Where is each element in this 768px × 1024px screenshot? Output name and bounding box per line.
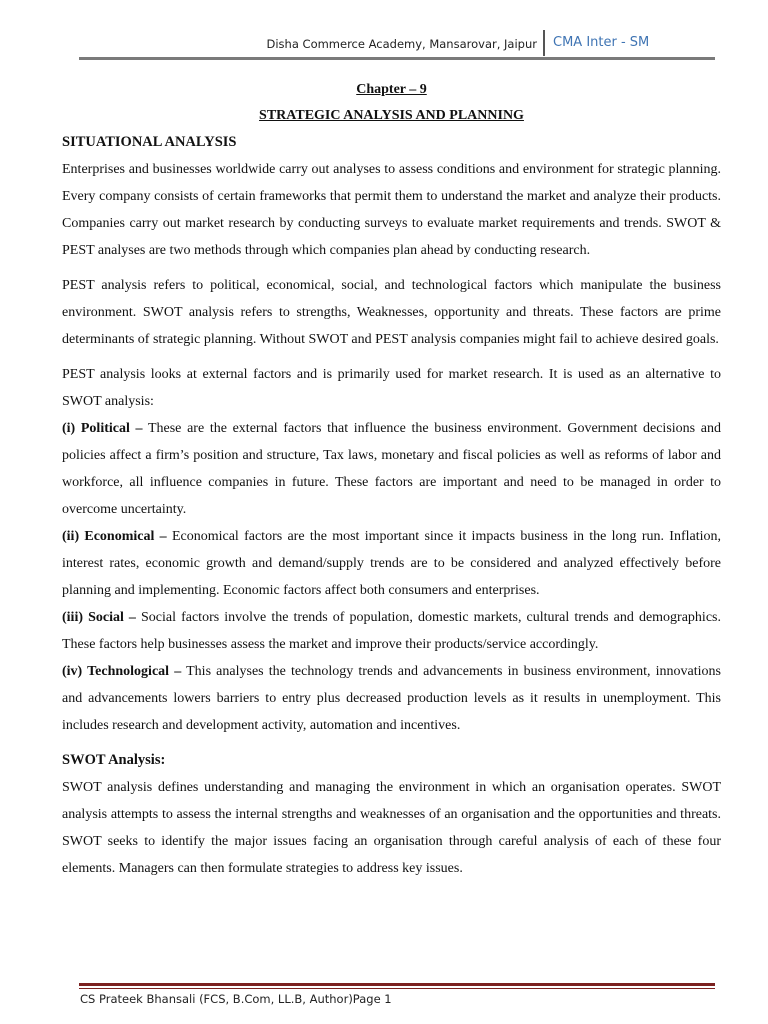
pest-item-text: Economical factors are the most important since it impacts business in the long run. Inflation, interest rates, economic growth and demand/supply trends are to be considered and analyzed effectively before planning and implementing. Economic factors affect both consumers and enterprises.	[62, 529, 721, 598]
footer-rule-thick	[79, 983, 715, 986]
header-rule	[79, 57, 715, 60]
chapter-title: STRATEGIC ANALYSIS AND PLANNING	[259, 108, 524, 123]
swot-paragraph: SWOT analysis defines understanding and managing the environment in which an organisation operates. SWOT analysis attempts to assess the internal strengths and weaknesses of an organisation and the opportunities and threats. SWOT seeks to identify the major issues facing an organisation through careful analysis of each of these four elements. Managers can then formulate strategies to address key issues.	[62, 780, 721, 876]
pest-item-technological	[62, 658, 721, 739]
footer-rule-thin	[79, 988, 715, 989]
pest-item-economical	[62, 523, 721, 604]
pest-item-label: (iv) Technological –	[62, 664, 182, 679]
pest-item-text: These are the external factors that influence the business environment. Government decisions and policies affect a firm’s position and structure, Tax laws, monetary and fiscal policies as well as reforms of labor and workforce, all influence companies in future. These factors are important and need to be managed in order to overcome uncertainty.	[62, 421, 721, 517]
swot-heading: SWOT Analysis:	[62, 752, 166, 768]
pest-item-political	[62, 415, 721, 523]
situational-paragraph-2: PEST analysis refers to political, economical, social, and technological factors which manipulate the business environment. SWOT analysis refers to strengths, Weaknesses, opportunity and threats. These factors are prime determinants of strategic planning. Without SWOT and PEST analysis companies might fail to achieve desired goals.	[62, 278, 721, 347]
pest-item-label: (i) Political –	[62, 421, 143, 436]
header-institute: Disha Commerce Academy, Mansarovar, Jaipur	[266, 37, 537, 51]
pest-item-social	[62, 604, 721, 658]
pest-item-text: Social factors involve the trends of population, domestic markets, cultural trends and demographics. These factors help businesses assess the market and improve their products/service accordingly.	[62, 610, 721, 652]
page-footer: CS Prateek Bhansali (FCS, B.Com, LL.B, Author)Page 1	[80, 992, 392, 1006]
situational-paragraph-1: Enterprises and businesses worldwide carry out analyses to assess conditions and environment for strategic planning. Every company consists of certain frameworks that permit them to understand the market and analyze their products. Companies carry out market research by conducting surveys to evaluate market requirements and trends. SWOT & PEST analyses are two methods through which companies plan ahead by conducting research.	[62, 162, 721, 258]
page-header	[0, 30, 768, 60]
header-course: CMA Inter - SM	[553, 35, 650, 50]
situational-heading: SITUATIONAL ANALYSIS	[62, 134, 237, 150]
chapter-number: Chapter – 9	[356, 82, 427, 97]
situational-paragraph-3: PEST analysis looks at external factors and is primarily used for market research. It is used as an alternative to SWOT analysis:	[62, 367, 721, 409]
pest-item-label: (iii) Social –	[62, 610, 136, 625]
pest-item-label: (ii) Economical –	[62, 529, 167, 544]
pest-item-text: This analyses the technology trends and advancements in business environment, innovations and advancements lowers barriers to entry plus decreased production levels as it results in unemployment. This includes research and development activity, automation and incentives.	[62, 664, 721, 733]
page-content	[62, 77, 721, 882]
header-separator	[543, 30, 545, 56]
